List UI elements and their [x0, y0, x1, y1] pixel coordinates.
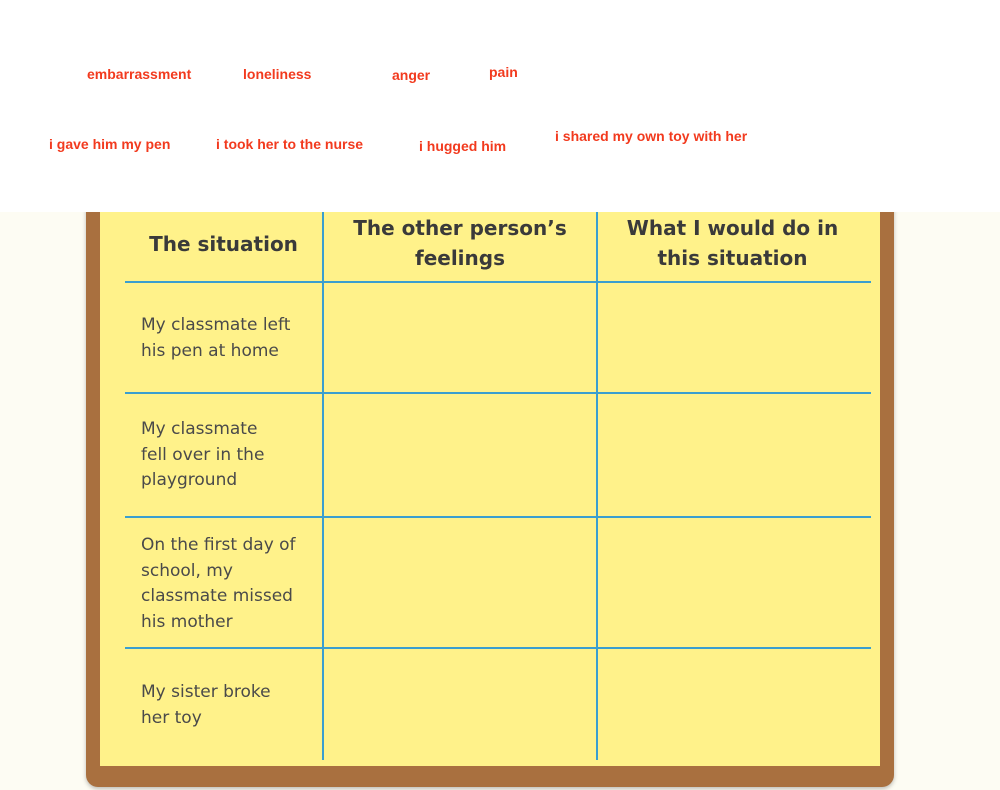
feelings-drop-zone-3[interactable] [324, 518, 596, 647]
word-chip-embarrassment[interactable]: embarrassment [87, 66, 192, 82]
situation-first-day: On the first day of school, my classmate missed his mother [141, 535, 296, 632]
word-chip-shared-toy[interactable]: i shared my own toy with her [555, 128, 748, 144]
header-action: What I would do in this situation [626, 216, 839, 270]
feelings-drop-zone-4[interactable] [324, 649, 596, 760]
word-chip-anger[interactable]: anger [392, 67, 431, 83]
action-drop-zone-1[interactable] [598, 283, 871, 392]
feelings-drop-zone-2[interactable] [324, 394, 596, 516]
action-drop-zone-2[interactable] [598, 394, 871, 516]
action-drop-zone-3[interactable] [598, 518, 871, 647]
word-chip-hugged-him[interactable]: i hugged him [419, 138, 507, 154]
word-chip-pain[interactable]: pain [489, 64, 518, 80]
action-drop-zone-4[interactable] [598, 649, 871, 760]
situation-pen: My classmate left his pen at home [141, 315, 291, 361]
word-chip-gave-pen[interactable]: i gave him my pen [49, 136, 171, 152]
header-situation: The situation [149, 232, 298, 256]
header-feelings: The other person’s feelings [353, 216, 567, 270]
situation-fell-over: My classmate fell over in the playground [141, 419, 265, 490]
word-bank-area [0, 0, 1000, 212]
situation-broke-toy: My sister broke her toy [141, 682, 271, 728]
feelings-drop-zone-1[interactable] [324, 283, 596, 392]
word-chip-loneliness[interactable]: loneliness [243, 66, 312, 82]
word-chip-took-to-nurse[interactable]: i took her to the nurse [216, 136, 364, 152]
